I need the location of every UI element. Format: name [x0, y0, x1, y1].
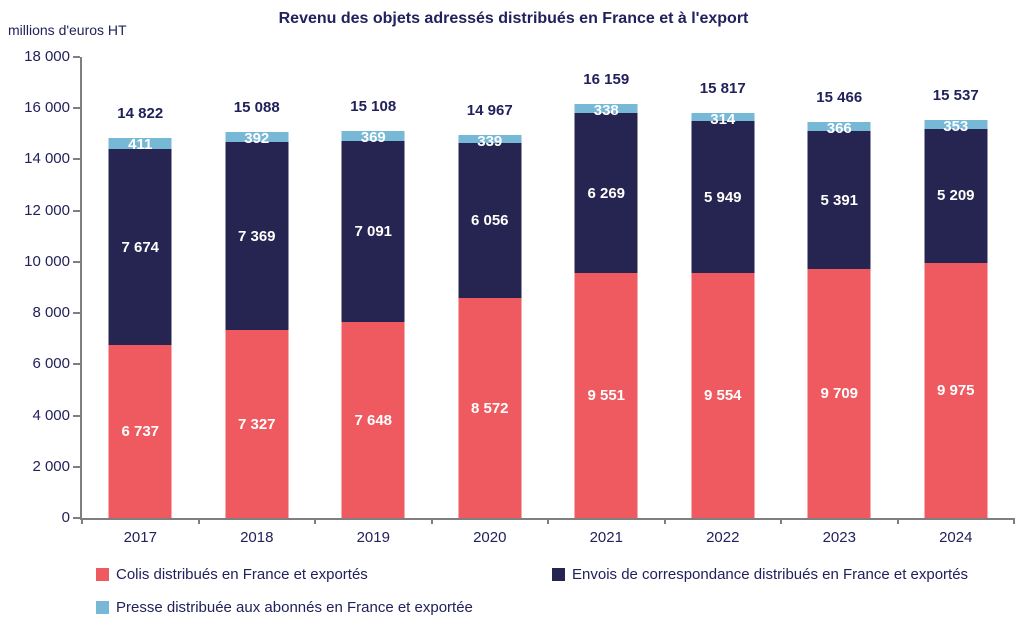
bar-segment	[691, 110, 754, 128]
y-tick-label: 8 000	[32, 304, 70, 322]
bar-segment	[458, 298, 521, 518]
y-tick-mark	[73, 158, 80, 160]
x-tick-mark	[314, 518, 316, 524]
bar-total-label: 16 159	[583, 71, 630, 89]
y-tick-mark	[73, 107, 80, 109]
bar-stack	[575, 104, 638, 518]
y-tick-label: 2 000	[32, 457, 70, 475]
bar-segment	[109, 345, 172, 518]
x-tick-label: 2018	[240, 529, 274, 546]
bar-value-label: 314	[710, 110, 736, 128]
y-tick-mark	[73, 363, 80, 365]
bar-total-label: 15 466	[816, 88, 863, 106]
bar-stack	[225, 129, 288, 518]
bar-segment	[342, 322, 405, 518]
bar-value-label: 5 949	[703, 188, 742, 206]
bar-value-label: 338	[593, 102, 619, 120]
x-tick-label: 2020	[473, 529, 507, 546]
legend-marker-envois-icon	[552, 568, 565, 581]
bar-value-label: 369	[360, 129, 386, 147]
x-tick-mark	[1013, 518, 1015, 524]
bar-segment	[691, 121, 754, 273]
bar-segment	[808, 131, 871, 269]
y-tick-mark	[73, 210, 80, 212]
bar-value-label: 392	[244, 129, 270, 147]
x-tick-label: 2017	[123, 529, 157, 546]
plot-area	[24, 48, 1014, 546]
bar-segment	[225, 129, 288, 147]
bar-value-label: 6 269	[587, 184, 626, 202]
x-tick-mark	[780, 518, 782, 524]
x-tick-label: 2021	[589, 529, 623, 546]
bar-value-label: 7 648	[354, 411, 393, 429]
bar-value-label: 353	[943, 118, 969, 136]
x-tick-mark	[547, 518, 549, 524]
bar-value-label: 5 209	[936, 187, 975, 205]
bar-value-label: 9 551	[587, 387, 626, 405]
bar-segment	[225, 142, 288, 331]
bar-segment	[225, 330, 288, 518]
legend-label-envois: Envois de correspondance distribués en France et exportés	[572, 566, 969, 583]
bar-segment	[342, 141, 405, 323]
y-tick-label: 4 000	[32, 406, 70, 424]
bar-segment	[109, 136, 172, 154]
y-tick-label: 14 000	[24, 150, 70, 168]
bar-total-label: 14 967	[466, 101, 513, 119]
bar-stack	[109, 138, 172, 518]
bar-segment	[575, 113, 638, 274]
bar-stack	[808, 119, 871, 518]
bar-value-label: 7 091	[354, 222, 393, 240]
bar-segment	[458, 143, 521, 298]
bar-total-label: 15 108	[350, 98, 397, 116]
legend-item-envois	[552, 566, 968, 583]
bar-total-label: 15 817	[699, 79, 746, 97]
chart-title: Revenu des objets adressés distribués en France et à l'export	[278, 10, 749, 27]
bar-value-label: 6 737	[121, 423, 160, 441]
y-tick-label: 6 000	[32, 355, 70, 373]
bar-value-label: 9 554	[703, 387, 742, 405]
x-tick-mark	[897, 518, 899, 524]
legend-marker-colis-icon	[96, 568, 109, 581]
bar-segment	[691, 273, 754, 518]
y-tick-mark	[73, 56, 80, 58]
bar-segment	[808, 119, 871, 137]
legend-label-colis: Colis distribués en France et exportés	[116, 566, 368, 583]
x-tick-mark	[431, 518, 433, 524]
bar-value-label: 9 975	[936, 381, 975, 399]
bar-value-label: 7 369	[237, 227, 276, 245]
bar-segment	[342, 129, 405, 147]
y-tick-mark	[73, 312, 80, 314]
bar-segment	[575, 273, 638, 518]
y-tick-label: 18 000	[24, 48, 70, 65]
x-tick-label: 2024	[939, 529, 973, 546]
x-tick-mark	[81, 518, 83, 524]
x-tick-mark	[198, 518, 200, 524]
x-tick-label: 2022	[706, 529, 740, 546]
legend-label-presse: Presse distribuée aux abonnés en France et exportée	[116, 599, 473, 616]
y-tick-mark	[73, 415, 80, 417]
bar-value-label: 8 572	[470, 399, 509, 417]
y-tick-label: 10 000	[24, 252, 70, 270]
x-tick-label: 2019	[356, 529, 390, 546]
y-tick-label: 0	[61, 509, 70, 526]
bar-total-label: 14 822	[117, 105, 164, 123]
bar-stack	[342, 131, 405, 518]
bar-value-label: 7 674	[121, 238, 160, 256]
x-tick-mark	[664, 518, 666, 524]
bar-segment	[575, 102, 638, 120]
legend-item-presse	[96, 599, 473, 616]
bar-value-label: 7 327	[237, 415, 276, 433]
bar-value-label: 339	[477, 132, 503, 150]
bar-segment	[924, 129, 987, 262]
bar-stack	[924, 120, 987, 518]
bar-segment	[924, 118, 987, 136]
bar-total-label: 15 537	[932, 87, 979, 105]
bar-total-label: 15 088	[233, 98, 280, 116]
y-tick-label: 16 000	[24, 99, 70, 117]
x-tick-label: 2023	[822, 529, 856, 546]
bar-segment	[458, 132, 521, 150]
legend-marker-presse-icon	[96, 601, 109, 614]
y-tick-label: 12 000	[24, 201, 70, 219]
bar-value-label: 9 709	[820, 385, 859, 403]
bar-value-label: 411	[128, 136, 153, 154]
bar-segment	[109, 149, 172, 346]
bar-stack	[691, 110, 754, 518]
y-tick-mark	[73, 466, 80, 468]
bar-value-label: 5 391	[820, 191, 859, 209]
y-tick-mark	[73, 517, 80, 519]
y-tick-mark	[73, 261, 80, 263]
y-axis-unit-label: millions d'euros HT	[8, 22, 127, 38]
bar-stack	[458, 132, 521, 518]
bar-segment	[808, 269, 871, 518]
bar-segment	[924, 263, 987, 518]
bar-value-label: 366	[826, 119, 852, 137]
legend-item-colis	[96, 566, 368, 583]
bar-value-label: 6 056	[470, 212, 509, 230]
